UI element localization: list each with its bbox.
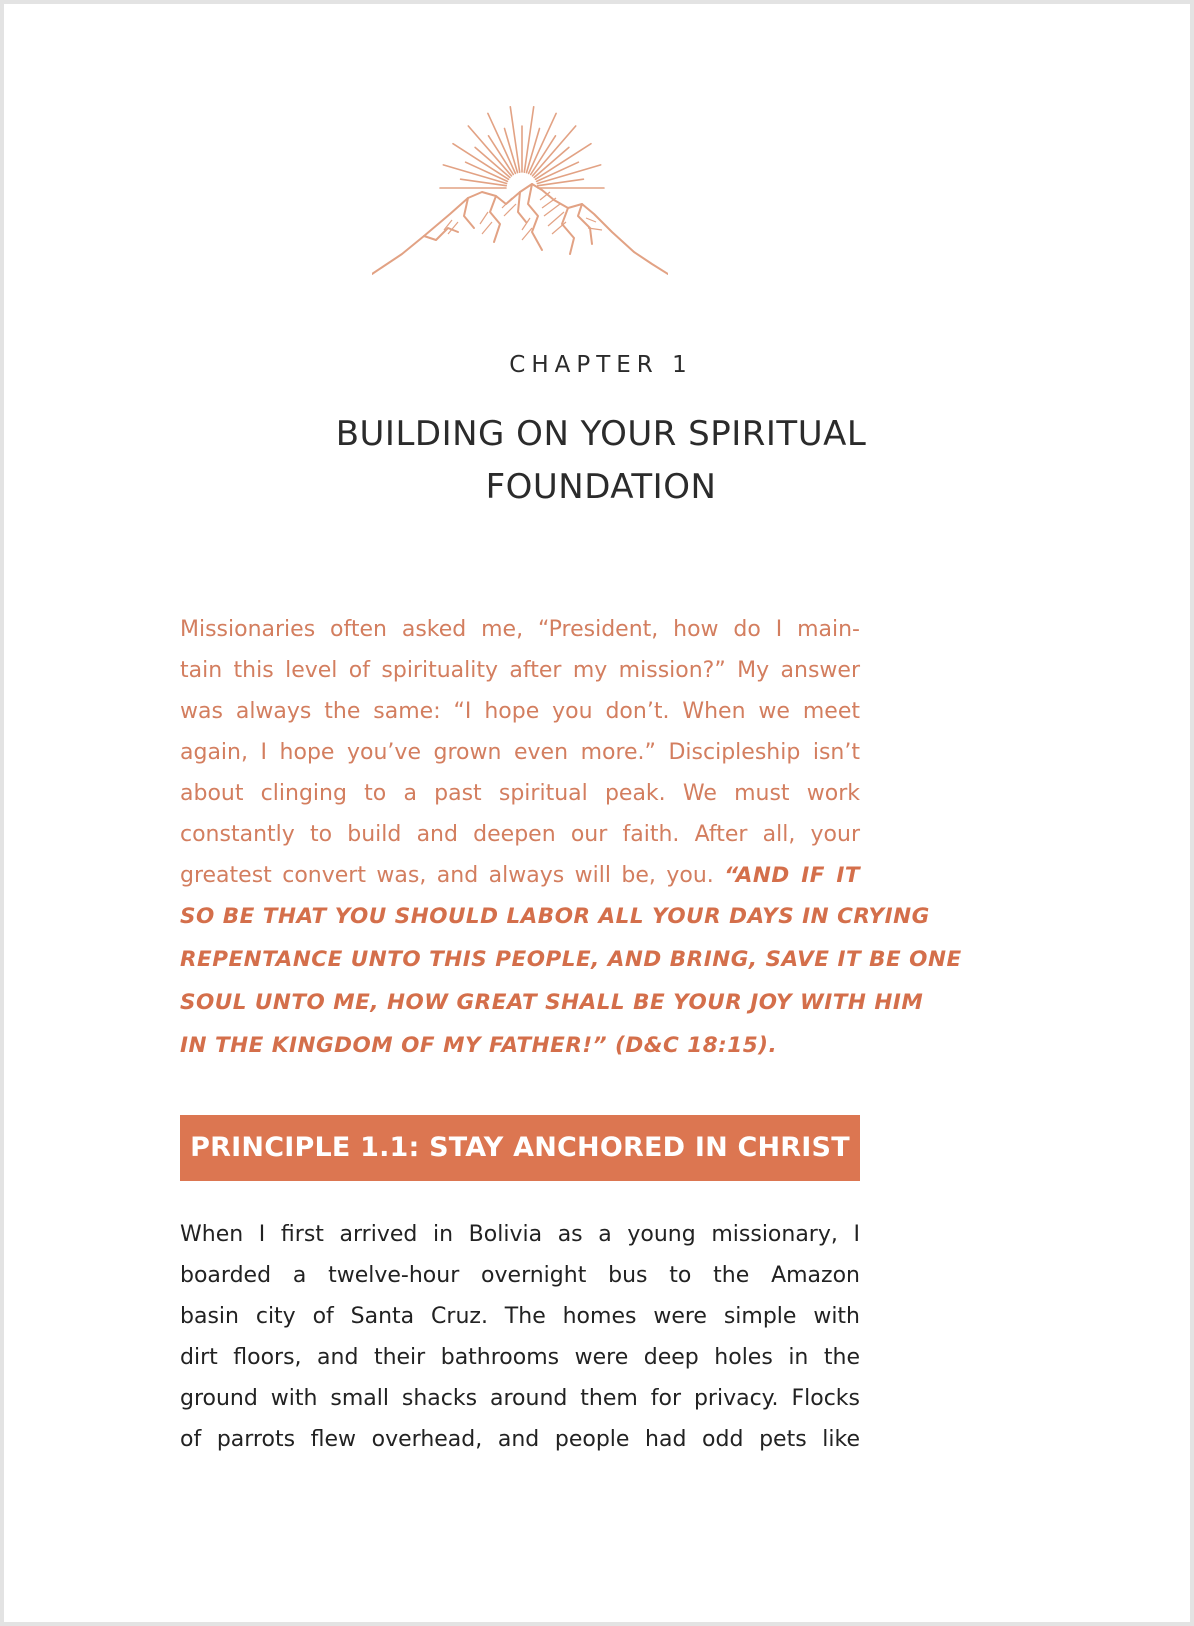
chapter-title-line: BUILDING ON YOUR SPIRITUAL — [335, 414, 867, 454]
intro-line: again, I hope you’ve grown even more.” Discipleship isn’t — [180, 740, 860, 765]
sun-ray — [527, 129, 540, 173]
sun-ray — [538, 179, 584, 186]
principle-heading: PRINCIPLE 1.1: STAY ANCHORED IN CHRIST — [180, 1115, 860, 1181]
body-line: basin city of Santa Cruz. The homes were simple with — [180, 1304, 860, 1329]
scripture-quote: IN THE KINGDOM OF MY FATHER!” (D&C 18:15). — [180, 1033, 778, 1058]
intro-line: tain this level of spirituality after my mission?” My answer — [180, 658, 860, 683]
sun-ray — [536, 144, 592, 180]
sun-ray — [505, 129, 518, 173]
intro-line: was always the same: “I hope you don’t. When we meet — [180, 699, 860, 724]
body-line: dirt floors, and their bathrooms were deep holes in the — [180, 1345, 860, 1370]
chapter-label: CHAPTER 1 — [509, 352, 693, 378]
intro-line-mixed — [180, 855, 860, 897]
intro-line: constantly to build and deepen our faith. After all, your — [180, 822, 860, 847]
intro-line: about clinging to a past spiritual peak. We must work — [180, 781, 860, 806]
sun-ray — [461, 179, 507, 186]
scripture-quote: “AND IF IT — [724, 863, 860, 888]
chapter-title-line: FOUNDATION — [485, 467, 717, 507]
body-line: ground with small shacks around them for privacy. Flocks — [180, 1386, 860, 1411]
body-line: of parrots flew overhead, and people had odd pets like — [180, 1427, 860, 1452]
intro-line: Missionaries often asked me, “President, how do I main- — [180, 617, 860, 642]
sun-ray — [453, 144, 509, 180]
intro-line: greatest convert was, and always will be, you. — [180, 863, 714, 888]
body-line: boarded a twelve-hour overnight bus to the Amazon — [180, 1263, 860, 1288]
body-paragraph — [180, 1214, 860, 1474]
chapter-title — [4, 408, 1194, 514]
scripture-quote: SO BE THAT YOU SHOULD LABOR ALL YOUR DAYS IN CRYING — [180, 904, 930, 929]
scripture-quote: REPENTANCE UNTO THIS PEOPLE, AND BRING, SAVE IT BE ONE — [180, 947, 962, 972]
intro-paragraph — [180, 609, 962, 1069]
body-line: When I first arrived in Bolivia as a young missionary, I — [180, 1222, 860, 1247]
mountain-sunburst-icon — [372, 104, 668, 279]
scripture-quote: SOUL UNTO ME, HOW GREAT SHALL BE YOUR JOY WITH HIM — [180, 990, 924, 1015]
